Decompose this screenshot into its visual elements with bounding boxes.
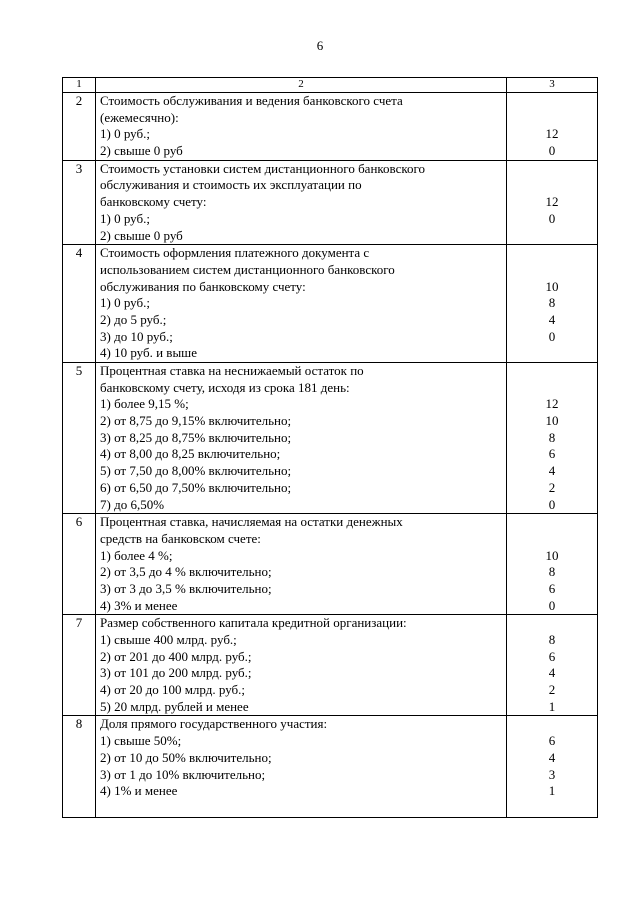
row-number: 6: [63, 514, 96, 615]
score-value: [507, 262, 597, 279]
criterion-line: Стоимость обслуживания и ведения банковского счета: [100, 93, 403, 108]
score-value: 6: [548, 446, 556, 462]
criterion-line: обслуживания по банковскому счету:: [100, 278, 306, 294]
score-value: 10: [545, 547, 559, 563]
criterion-line: 4) 3% и менее: [100, 597, 178, 613]
criterion-line: 2) свыше 0 руб: [100, 143, 183, 159]
criterion-description: [96, 363, 507, 514]
criterion-line: Стоимость оформления платежного документа с: [100, 245, 370, 261]
score-cell: [507, 160, 598, 244]
criterion-line: 1) 0 руб.;: [100, 126, 150, 142]
criterion-line: обслуживания и стоимость их эксплуатации по: [100, 177, 362, 193]
row-number: 8: [63, 716, 96, 817]
score-value: 4: [548, 749, 556, 765]
criterion-description: [96, 716, 507, 817]
score-value: 0: [548, 328, 556, 344]
score-cell: [507, 615, 598, 716]
score-value: 8: [548, 429, 556, 445]
row-number: 2: [63, 93, 96, 161]
criterion-line: 2) от 10 до 50% включительно;: [100, 749, 272, 765]
criterion-line: использованием систем дистанционного банковского: [100, 261, 395, 277]
criterion-line: 1) 0 руб.;: [100, 210, 150, 226]
table-row: [63, 245, 598, 363]
score-cell: [507, 363, 598, 514]
score-cell: [507, 514, 598, 615]
criterion-line: 2) от 3,5 до 4 % включительно;: [100, 564, 272, 580]
criterion-line: 3) от 3 до 3,5 % включительно;: [100, 580, 272, 596]
score-value: 0: [548, 496, 556, 512]
criterion-line: 5) 20 млрд. рублей и менее: [100, 698, 249, 714]
criterion-line: (ежемесячно):: [100, 109, 179, 125]
criterion-line: 5) от 7,50 до 8,00% включительно;: [100, 463, 292, 479]
criterion-line: 4) 1% и менее: [100, 783, 178, 799]
score-value: [507, 531, 597, 548]
score-value: [507, 110, 597, 127]
score-value: 8: [548, 564, 556, 580]
criterion-description: [96, 615, 507, 716]
row-number: 7: [63, 615, 96, 716]
score-value: 1: [548, 783, 556, 799]
score-value: 4: [548, 463, 556, 479]
criterion-line: Процентная ставка, начисляемая на остатки денежных: [100, 514, 403, 530]
criterion-line: 3) от 101 до 200 млрд. руб.;: [100, 665, 252, 681]
criterion-line: 2) свыше 0 руб: [100, 227, 183, 243]
column-number-row: [63, 78, 598, 93]
score-value: 6: [548, 733, 556, 749]
score-value: [507, 615, 597, 632]
column-number-2: 2: [96, 78, 507, 93]
criterion-description: [96, 245, 507, 363]
criterion-line: 4) 10 руб. и выше: [100, 345, 197, 361]
table-row: [63, 363, 598, 514]
score-value: [507, 345, 597, 362]
criterion-line: Размер собственного капитала кредитной организации:: [100, 615, 407, 631]
criterion-line: 1) 0 руб.;: [100, 295, 150, 311]
score-value: 12: [545, 126, 559, 142]
criterion-line: 3) от 8,25 до 8,75% включительно;: [100, 429, 292, 445]
criterion-line: Процентная ставка на неснижаемый остаток по: [100, 363, 364, 378]
score-value: 10: [545, 413, 559, 429]
score-value: 4: [548, 665, 556, 681]
score-value: 0: [548, 210, 556, 226]
criterion-description: [96, 93, 507, 161]
column-number-1: 1: [63, 78, 96, 93]
score-cell: [507, 245, 598, 363]
criterion-description: [96, 514, 507, 615]
criterion-line: 7) до 6,50%: [100, 496, 165, 512]
table-row: [63, 514, 598, 615]
score-value: 12: [545, 396, 559, 412]
criterion-line: средств на банковском счете:: [100, 530, 261, 546]
score-value: 2: [548, 479, 556, 495]
criterion-line: банковскому счету:: [100, 194, 207, 210]
score-value: 8: [548, 295, 556, 311]
score-value: [507, 93, 597, 110]
score-value: 2: [548, 682, 556, 698]
score-value: 0: [548, 143, 556, 159]
criterion-line: 1) более 9,15 %;: [100, 396, 189, 412]
score-value: [507, 716, 597, 733]
score-value: 8: [548, 632, 556, 647]
score-value: [507, 363, 597, 380]
score-value: [507, 245, 597, 262]
criterion-line: 1) свыше 50%;: [100, 733, 182, 749]
score-value: 1: [548, 698, 556, 714]
row-number: 3: [63, 160, 96, 244]
score-value: [507, 161, 597, 178]
score-value: 4: [548, 311, 556, 327]
row-number: 4: [63, 245, 96, 363]
score-value: 12: [545, 194, 559, 210]
criteria-table: [62, 77, 598, 818]
criterion-line: 2) до 5 руб.;: [100, 311, 167, 327]
column-number-3: 3: [507, 78, 598, 93]
criterion-line: Доля прямого государственного участия:: [100, 716, 328, 732]
criterion-line: 4) от 20 до 100 млрд. руб.;: [100, 682, 245, 698]
table-row: [63, 716, 598, 817]
score-value: [507, 228, 597, 245]
table-row: [63, 160, 598, 244]
criterion-line: банковскому счету, исходя из срока 181 день:: [100, 379, 350, 395]
score-value: 6: [548, 648, 556, 664]
score-value: 6: [548, 580, 556, 596]
table-row: [63, 615, 598, 716]
score-value: 0: [548, 597, 556, 613]
score-value: [507, 514, 597, 531]
criterion-line: Стоимость установки систем дистанционного банковского: [100, 160, 426, 176]
criterion-line: 3) до 10 руб.;: [100, 328, 173, 344]
criterion-line: 6) от 6,50 до 7,50% включительно;: [100, 479, 292, 495]
criterion-line: 2) от 201 до 400 млрд. руб.;: [100, 648, 252, 664]
score-value: [507, 177, 597, 194]
criterion-line: 1) более 4 %;: [100, 547, 173, 563]
score-value: 3: [548, 766, 556, 782]
row-number: 5: [63, 363, 96, 514]
score-value: [507, 380, 597, 397]
score-cell: [507, 93, 598, 161]
criterion-line: 3) от 1 до 10% включительно;: [100, 766, 266, 782]
table-row: [63, 93, 598, 161]
criterion-line: 4) от 8,00 до 8,25 включительно;: [100, 446, 281, 462]
page-number: 6: [316, 38, 324, 53]
criterion-line: 1) свыше 400 млрд. руб.;: [100, 632, 237, 647]
criterion-line: 2) от 8,75 до 9,15% включительно;: [100, 413, 292, 429]
criterion-description: [96, 160, 507, 244]
score-cell: [507, 716, 598, 817]
score-value: 10: [545, 278, 559, 294]
